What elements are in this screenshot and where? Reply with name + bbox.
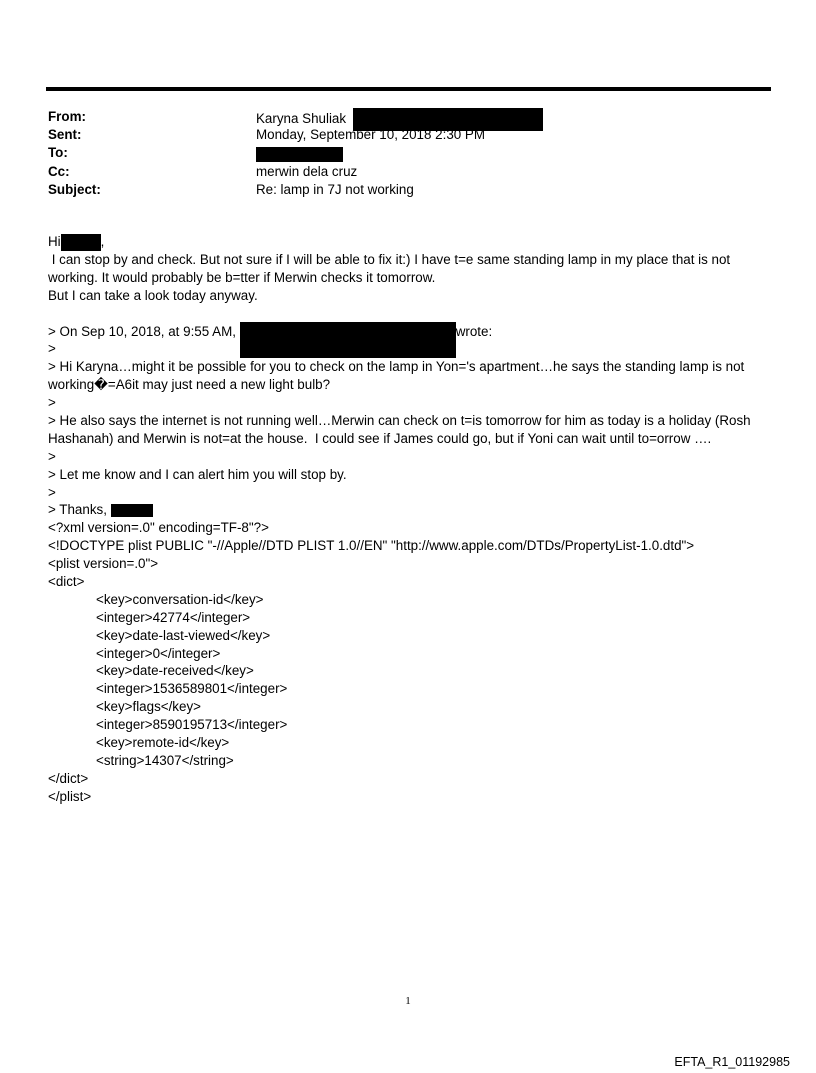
sent-value: Monday, September 10, 2018 2:30 PM (256, 127, 486, 143)
to-label: To: (48, 145, 68, 161)
plist-line: <integer>1536589801</integer> (96, 681, 288, 697)
plist-line: <plist version=.0"> (48, 556, 159, 572)
quote-thanks-text: > Thanks, (48, 502, 107, 518)
quote-line: > He also says the internet is not running well…Merwin can check on t=is tomorrow for him as today is a holiday (Rosh (48, 413, 751, 429)
plist-line: <integer>0</integer> (96, 645, 221, 661)
header-rule (46, 87, 771, 91)
quote-intro-line (48, 323, 768, 341)
to-value (256, 144, 343, 162)
redaction-block (240, 322, 456, 358)
body-line: working. It would probably be b=tter if Merwin checks it tomorrow. (48, 269, 436, 285)
page-number: 1 (405, 995, 411, 1007)
redaction-block (61, 234, 101, 251)
cc-value: merwin dela cruz (256, 163, 358, 179)
quote-line: > (48, 448, 56, 464)
body-line: But I can take a look today anyway. (48, 287, 258, 303)
greeting-text: Hi (48, 234, 61, 249)
quote-line: > Hi Karyna…might it be possible for you to check on the lamp in Yon='s apartment…he says the standing lamp is not (48, 359, 745, 375)
plist-line: <integer>8590195713</integer> (96, 717, 288, 733)
plist-line: </plist> (48, 788, 92, 804)
greeting-comma: , (100, 234, 105, 249)
to-row (48, 144, 748, 162)
plist-line: <key>date-received</key> (96, 663, 254, 679)
sent-row (48, 126, 748, 144)
quote-intro-text: > On Sep 10, 2018, at 9:55 AM, (48, 323, 236, 339)
email-header (48, 108, 748, 199)
cc-row (48, 163, 748, 181)
subject-value: Re: lamp in 7J not working (256, 181, 414, 197)
plist-line: <key>flags</key> (96, 699, 201, 715)
quote-line: working�=A6it may just need a new light bulb? (48, 377, 331, 393)
plist-line: <key>remote-id</key> (96, 735, 230, 751)
redaction-block (256, 147, 343, 162)
plist-line: </dict> (48, 770, 89, 786)
from-row (48, 108, 748, 126)
quote-intro-wrote: wrote: (455, 323, 493, 339)
quote-line: > (48, 484, 56, 500)
sent-label: Sent: (48, 127, 82, 143)
subject-label: Subject: (48, 181, 101, 197)
plist-line: <string>14307</string> (96, 752, 234, 768)
from-name: Karyna Shuliak (256, 111, 347, 127)
plist-line: <integer>42774</integer> (96, 609, 251, 625)
plist-line: <?xml version=.0" encoding=TF-8"?> (48, 520, 269, 536)
quote-line: Hashanah) and Merwin is not=at the house. I could see if James could go, but if Yoni can wait until to=orrow …. (48, 430, 712, 446)
plist-line: <dict> (48, 574, 85, 590)
redaction-block (111, 504, 153, 517)
quote-line: > Let me know and I can alert him you will stop by. (48, 466, 347, 482)
plist-line: <!DOCTYPE plist PUBLIC "-//Apple//DTD PLIST 1.0//EN" "http://www.apple.com/DTDs/PropertyList-1.0.dtd"> (48, 538, 695, 554)
plist-line: <key>date-last-viewed</key> (96, 627, 271, 643)
cc-label: Cc: (48, 163, 70, 179)
quote-line: > (48, 395, 56, 411)
email-body (48, 233, 768, 806)
from-label: From: (48, 109, 86, 124)
quote-line: > (48, 341, 56, 357)
quote-thanks-line (48, 501, 768, 519)
subject-row (48, 181, 748, 199)
plist-line: <key>conversation-id</key> (96, 591, 264, 607)
body-line: I can stop by and check. But not sure if I will be able to fix it:) I have t=e same standing lamp in my place that is not (48, 251, 731, 267)
greeting-line (48, 233, 768, 251)
document-id: EFTA_R1_01192985 (674, 1055, 790, 1069)
